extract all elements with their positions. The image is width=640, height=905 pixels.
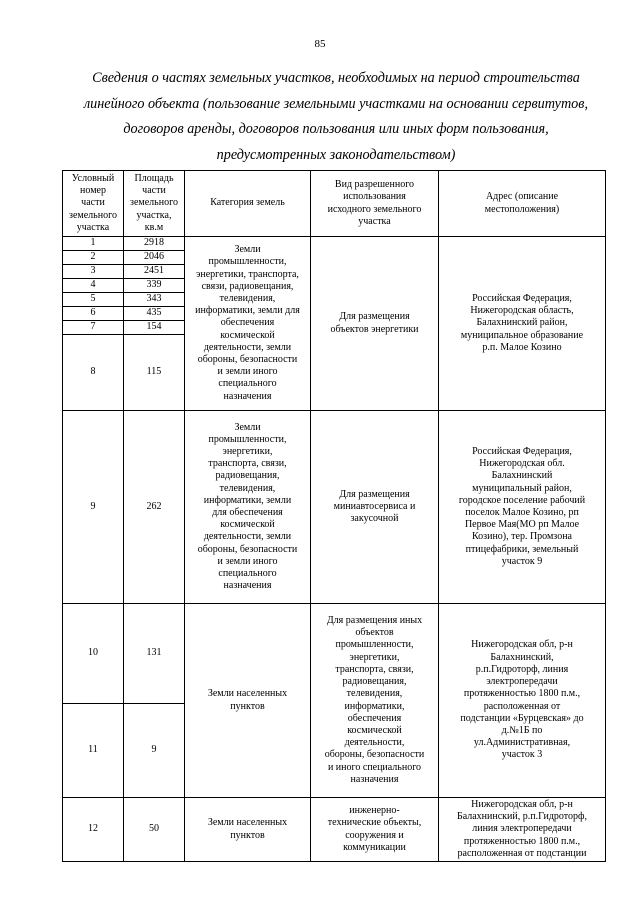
cell-text-line: радиовещания, <box>342 676 407 688</box>
cell-text-line: участка <box>358 215 391 227</box>
cell-text-line: информатики, земли <box>203 494 292 506</box>
cell-text-line: Нижегородская обл, р-н <box>471 639 573 651</box>
part-area: 9 <box>124 704 185 798</box>
cell-text-line: промышленности, <box>208 256 287 268</box>
cell-text-line: р.п. Малое Козино <box>482 341 562 353</box>
cell-text-line: участок 3 <box>501 749 543 761</box>
address <box>439 604 606 798</box>
title-line: предусмотренных законодательством) <box>216 146 456 163</box>
cell-text-line: технические объекты, <box>327 817 422 829</box>
permitted-use <box>311 411 439 604</box>
cell-text-line: городское поселение рабочий <box>458 494 586 506</box>
cell-text-line: инженерно- <box>349 805 400 817</box>
cell-text-line: Первое Мая(МО рп Малое <box>464 519 580 531</box>
cell-text-line: Земли <box>234 421 261 433</box>
cell-text-line: миниавтосервиса и <box>333 500 416 512</box>
cell-text-line: части <box>81 197 105 209</box>
cell-text-line: расположенная от подстанции <box>457 847 587 859</box>
header-number <box>63 171 124 237</box>
cell-text-line: обороны, безопасности <box>197 543 298 555</box>
cell-text-line: и иного специального <box>327 761 422 773</box>
table-row <box>63 411 606 604</box>
table-row <box>63 237 606 251</box>
header-category <box>185 171 311 237</box>
cell-text-line: энергетики, <box>349 651 400 663</box>
cell-text-line: объектов энергетики <box>330 323 419 335</box>
part-number: 1 <box>63 237 124 251</box>
title-line: линейного объекта (пользование земельными участками на основании сервитутов, <box>83 95 588 112</box>
land-parts-table <box>62 170 606 862</box>
cell-text-line: Земли <box>234 244 261 256</box>
cell-text-line: назначения <box>223 390 272 402</box>
cell-text-line: местоположения) <box>484 203 560 215</box>
cell-text-line: деятельности, земли <box>203 341 292 353</box>
land-category <box>185 411 311 604</box>
cell-text-line: энергетики, транспорта, <box>196 268 299 280</box>
cell-text-line: связи, радиовещания, <box>201 280 294 292</box>
part-area: 2918 <box>124 237 185 251</box>
cell-text-line: ул.Административная, <box>473 737 571 749</box>
cell-text-line: птицефабрики, земельный <box>465 543 579 555</box>
part-area: 343 <box>124 293 185 307</box>
table-row <box>63 798 606 862</box>
cell-text-line: Балахнинский, р.п.Гидроторф, <box>456 811 588 823</box>
part-number: 4 <box>63 279 124 293</box>
cell-text-line: пунктов <box>230 700 265 712</box>
cell-text-line: Для размещения <box>339 311 410 323</box>
title-line: Сведения о частях земельных участков, необходимых на период строительства <box>92 70 580 86</box>
cell-text-line: Для размещения иных <box>326 615 423 627</box>
part-area: 339 <box>124 279 185 293</box>
part-area: 262 <box>124 411 185 604</box>
document-title <box>66 66 606 168</box>
cell-text-line: транспорта, связи, <box>335 663 414 675</box>
part-number: 2 <box>63 251 124 265</box>
cell-text-line: Нижегородская обл. <box>479 458 565 470</box>
part-number: 7 <box>63 321 124 335</box>
cell-text-line: объектов <box>355 627 394 639</box>
cell-text-line: сооружения и <box>345 829 404 841</box>
part-area: 2451 <box>124 265 185 279</box>
cell-text-line: муниципальное образование <box>460 329 584 341</box>
cell-text-line: Балахнинский район, <box>476 317 568 329</box>
title-line: договоров аренды, договоров пользования или иных форм пользования, <box>123 121 549 137</box>
header-address <box>439 171 606 237</box>
part-area: 2046 <box>124 251 185 265</box>
cell-text-line: коммуникации <box>343 841 406 853</box>
cell-text-line: поселок Малое Козино, рп <box>465 507 579 518</box>
cell-text-line: Козино), тер. Промзона <box>471 531 572 543</box>
address <box>439 411 606 604</box>
cell-text-line: расположенная от <box>483 700 561 712</box>
part-area: 154 <box>124 321 185 335</box>
part-number: 10 <box>63 604 124 704</box>
part-number: 6 <box>63 307 124 321</box>
cell-text-line: информатики, земли для <box>195 305 300 317</box>
cell-text-line: телевидения, <box>219 292 276 304</box>
cell-text-line: космической <box>220 329 275 341</box>
header-usage <box>311 171 439 237</box>
land-category <box>185 798 311 862</box>
cell-text-line: Российская Федерация, <box>472 445 572 457</box>
cell-text-line: транспорта, связи, <box>208 458 287 470</box>
cell-text-line: энергетики, <box>222 445 273 457</box>
part-number: 11 <box>63 704 124 798</box>
cell-text-line: радиовещания, <box>215 470 280 482</box>
part-area: 50 <box>124 798 185 862</box>
cell-text-line: исходного земельного <box>327 203 422 215</box>
cell-text-line: специального <box>218 568 277 580</box>
cell-text-line: обороны, безопасности <box>324 749 425 761</box>
cell-text-line: земельного <box>69 209 117 221</box>
part-number: 3 <box>63 265 124 279</box>
cell-text-line: назначения <box>350 773 399 785</box>
permitted-use <box>311 604 439 798</box>
cell-text-line: закусочной <box>350 513 399 525</box>
cell-text-line: телевидения, <box>346 688 403 700</box>
cell-text-line: Земли населенных <box>207 688 288 700</box>
cell-text-line: Нижегородская область, <box>470 305 574 317</box>
part-number: 8 <box>63 335 124 411</box>
cell-text-line: кв.м <box>144 221 164 233</box>
address <box>439 237 606 411</box>
part-number: 5 <box>63 293 124 307</box>
cell-text-line: земельного <box>130 197 178 209</box>
permitted-use <box>311 798 439 862</box>
cell-text-line: информатики, <box>344 700 405 712</box>
cell-text-line: для обеспечения <box>212 507 283 518</box>
cell-text-line: деятельности, земли <box>203 531 292 543</box>
cell-text-line: космической <box>347 724 402 736</box>
cell-text-line: обеспечения <box>220 317 275 329</box>
cell-text-line: телевидения, <box>219 482 276 494</box>
cell-text-line: Категория земель <box>210 197 285 209</box>
cell-text-line: участок 9 <box>501 555 543 567</box>
cell-text-line: пунктов <box>230 829 265 841</box>
cell-text-line: номер <box>80 185 106 197</box>
cell-text-line: Балахнинский <box>491 470 553 482</box>
header-area <box>124 171 185 237</box>
cell-text-line: обороны, безопасности <box>197 354 298 365</box>
cell-text-line: части <box>142 185 166 197</box>
cell-text-line: протяженностью 1800 п.м., <box>463 835 581 847</box>
land-category <box>185 237 311 411</box>
cell-text-line: назначения <box>223 580 272 592</box>
cell-text-line: и земли иного <box>217 366 278 378</box>
cell-text-line: Площадь <box>134 172 174 184</box>
cell-text-line: Условный <box>71 172 115 184</box>
part-number: 12 <box>63 798 124 862</box>
cell-text-line: подстанции «Бурцевская» до <box>460 712 584 724</box>
cell-text-line: протяженностью 1800 п.м., <box>463 688 581 700</box>
cell-text-line: космической <box>220 519 275 531</box>
cell-text-line: и земли иного <box>217 555 278 567</box>
cell-text-line: специального <box>218 378 277 390</box>
cell-text-line: муниципальный район, <box>472 482 572 494</box>
cell-text-line: Балахнинский, <box>490 651 554 663</box>
cell-text-line: обеспечения <box>347 712 402 724</box>
land-category <box>185 604 311 798</box>
page-number: 85 <box>314 38 326 50</box>
cell-text-line: линия электропередачи <box>472 823 572 835</box>
cell-text-line: Российская Федерация, <box>472 292 572 304</box>
cell-text-line: Земли населенных <box>207 817 288 829</box>
permitted-use <box>311 237 439 411</box>
part-number: 9 <box>63 411 124 604</box>
cell-text-line: электропередачи <box>486 676 558 688</box>
cell-text-line: Нижегородская обл, р-н <box>471 798 573 810</box>
part-area: 435 <box>124 307 185 321</box>
address <box>439 798 606 862</box>
cell-text-line: деятельности, <box>344 737 405 749</box>
cell-text-line: промышленности, <box>208 433 287 445</box>
cell-text-line: промышленности, <box>335 639 414 651</box>
cell-text-line: Для размещения <box>339 488 410 500</box>
part-area: 115 <box>124 335 185 411</box>
cell-text-line: Вид разрешенного <box>334 179 415 191</box>
cell-text-line: участка <box>76 221 110 233</box>
cell-text-line: использования <box>343 191 406 203</box>
part-area: 131 <box>124 604 185 704</box>
cell-text-line: д.№1Б по <box>501 724 543 736</box>
cell-text-line: участка, <box>136 209 172 221</box>
table-row <box>63 604 606 704</box>
cell-text-line: р.п.Гидроторф, линия <box>475 663 569 675</box>
table-header-row <box>63 171 606 237</box>
cell-text-line: Адрес (описание <box>485 191 559 203</box>
